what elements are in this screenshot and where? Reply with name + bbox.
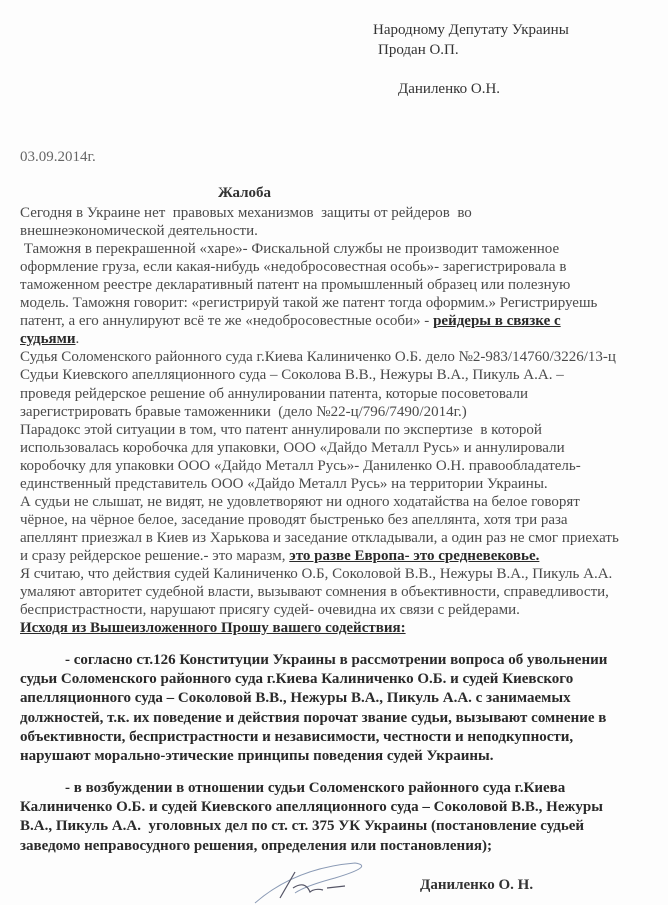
addressee-line: Народному Депутату Украины bbox=[373, 22, 569, 38]
text-line bbox=[20, 403, 467, 421]
line-text: внешнеэкономической деятельности. bbox=[20, 223, 258, 240]
text-line bbox=[20, 294, 597, 312]
text-line bbox=[20, 511, 568, 529]
text-line bbox=[20, 439, 565, 457]
text-line bbox=[20, 240, 559, 258]
line-text: таможенном реестре декларативный патент на промышленный образец или полезную bbox=[20, 277, 571, 294]
text-line bbox=[20, 475, 548, 493]
sender-name: Даниленко О.Н. bbox=[398, 81, 501, 97]
document-date: 03.09.2014г. bbox=[20, 149, 96, 165]
text-line bbox=[20, 258, 566, 276]
request-line: объективности, беспристрастности и независимости, честности и неподкупности, bbox=[20, 728, 574, 745]
addressee-name: Продан О.П. bbox=[378, 42, 459, 58]
line-text: и сразу рейдерское решение.- это маразм, bbox=[20, 547, 290, 564]
text-line bbox=[20, 565, 612, 583]
underlined-emphasis: рейдеры в связке с bbox=[433, 313, 561, 330]
line-text: чёрное, на чёрное белое, заседание проводят быстренько без апеллянта, хотя три раза bbox=[20, 511, 568, 528]
line-text: А судьи не слышат, не видят, не удовлетворяют ни одного ходатайства на белое говорят bbox=[20, 493, 580, 510]
line-text: оформление груза, если какая-нибудь «недобросовестная особь»- зарегистрировала в bbox=[20, 259, 567, 276]
line-text: умаляют авторитет судебной власти, вызывают сомнения в объективности, справедливости, bbox=[20, 584, 609, 601]
line-text: зарегистрировать бравые таможенники (дело №22-ц/796/7490/2014г.) bbox=[20, 403, 467, 420]
line-text: коробочку для упаковки ООО «Дайдо Металл Русь»- Даниленко О.Н. правообладатель- bbox=[20, 457, 581, 474]
line-text: Сегодня в Украине нет правовых механизмов защиты от рейдеров во bbox=[20, 205, 472, 221]
text-line bbox=[20, 421, 542, 439]
text-line bbox=[20, 493, 580, 511]
text-line bbox=[20, 330, 79, 348]
text-line bbox=[20, 529, 619, 547]
request-line: нарушают морально-этические принципы поведения судей Украины. bbox=[20, 748, 494, 764]
line-text: Парадокс этой ситуации в том, что патент аннулировали по экспертизе в которой bbox=[20, 421, 542, 438]
underlined-emphasis: судьями bbox=[20, 331, 76, 348]
line-text: беспристрастности, нарушают присягу судей- очевидна их связи с рейдерами. bbox=[20, 602, 520, 619]
line-text: модель. Таможня говорит: «регистрируй такой же патент тогда оформим.» Регистрируешь bbox=[20, 295, 598, 312]
line-text: патент, а его аннулируют всё те же «недобросовестные особи» - bbox=[20, 313, 434, 330]
request-line: судьи Соломенского районного суда г.Киева Калиниченко О.Б. и судей Киевского bbox=[20, 671, 574, 688]
request-line: В.А., Пикуль А.А. уголовных дел по ст. ст. 375 УК Украины (постановление судьей bbox=[20, 818, 585, 835]
text-line bbox=[20, 583, 609, 601]
request-line: - в возбуждении в отношении судьи Соломенского районного суда г.Киева bbox=[20, 780, 566, 796]
line-text: Я считаю, что действия судей Калиниченко О.Б, Соколовой В.В., Нежуры В.А., Пикуль А.А. bbox=[20, 566, 613, 582]
handwritten-signature bbox=[235, 858, 375, 905]
signature-name: Даниленко О. Н. bbox=[420, 877, 534, 893]
request-line: должностей, т.к. их поведение и действия порочат звание судьи, вызывают сомнение в bbox=[20, 709, 607, 726]
request-line: - согласно ст.126 Конституции Украины в рассмотрении вопроса об увольнении bbox=[20, 652, 608, 668]
line-text: использовалась коробочка для упаковки, ООО «Дайдо Металл Русь» и аннулировали bbox=[20, 439, 565, 456]
request-line: заведомо неправосудного решения, определения или постановления); bbox=[20, 837, 492, 854]
text-line bbox=[20, 457, 581, 475]
text-line bbox=[20, 276, 570, 294]
text-line bbox=[20, 619, 406, 637]
text-line bbox=[20, 312, 561, 330]
text-line bbox=[20, 222, 258, 240]
line-text: Таможня в перекрашенной «харе»- Фискальной службы не производит таможенное bbox=[20, 241, 560, 258]
request-line: Калиниченко О.Б. и судей Киевского апелляционного суда – Соколовой В.В., Нежуры bbox=[20, 799, 603, 816]
underlined-emphasis: это разве Европа- это средневековье. bbox=[289, 547, 540, 564]
line-text: . bbox=[75, 331, 80, 348]
line-text: проведя рейдерское решение об аннулировании патента, которые посоветовали bbox=[20, 385, 529, 402]
line-text: Судьи Киевского апелляционного суда – Соколова В.В., Нежуры В.А., Пикуль А.А. – bbox=[20, 367, 564, 384]
text-line bbox=[20, 204, 472, 222]
text-line bbox=[20, 348, 616, 366]
request-line: апелляционного суда – Соколовой В.В., Нежуры В.А., Пикуль А.А. с занимаемых bbox=[20, 690, 571, 707]
text-line bbox=[20, 601, 520, 619]
underlined-emphasis: Исходя из Вышеизложенного Прошу вашего содействия: bbox=[20, 620, 406, 637]
document-title: Жалоба bbox=[218, 185, 272, 201]
text-line bbox=[20, 547, 539, 565]
line-text: единственный представитель ООО «Дайдо Металл Русь» на территории Украины. bbox=[20, 475, 548, 492]
line-text: апеллянт приезжал в Киев из Харькова и заседание откладывали, а один раз не смог приехать bbox=[20, 529, 619, 546]
line-text: Судья Соломенского районного суда г.Киева Калиниченко О.Б. дело №2-983/14760/3226/13-ц bbox=[20, 349, 616, 366]
text-line bbox=[20, 385, 528, 403]
text-line bbox=[20, 366, 564, 384]
